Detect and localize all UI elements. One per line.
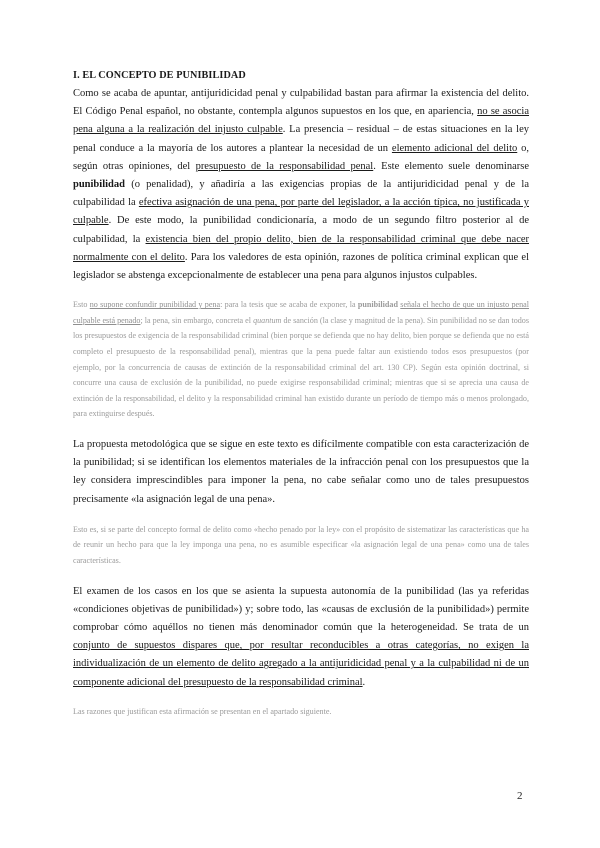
underlined-text: presupuesto de la responsabilidad penal xyxy=(195,160,374,172)
note-1 xyxy=(73,297,529,422)
text: . La presencia – residual – de estas situaciones en la ley penal conduce a la mayoría de los autores a plantear la necesidad de un xyxy=(73,124,529,154)
text: Como se acaba de apuntar, antijuridicidad penal y culpabilidad bastan para afirmar la existencia del delito. El Código Penal español, no obstante, contempla algunos supuestos en los que, en apariencia, xyxy=(73,88,529,118)
page-number: 2 xyxy=(517,790,523,802)
text: : para la tesis que se acaba de exponer, la xyxy=(220,300,358,310)
text: . Este elemento suele denominarse xyxy=(373,160,529,172)
note-3: Las razones que justifican esta afirmación se presentan en el apartado siguiente. xyxy=(73,706,332,716)
underlined-text: señala el hecho de que un injusto penal culpable está penado xyxy=(73,300,529,325)
bold-term: punibilidad xyxy=(357,300,398,310)
document-page xyxy=(73,70,529,719)
paragraph-1 xyxy=(73,85,529,285)
underlined-text: existencia bien del propio delito, bien de la responsabilidad criminal que debe nacer normalmente con el delito xyxy=(73,233,530,263)
text: El examen de los casos en los que se asienta la supuesta autonomía de la punibilidad (las ya referidas «condiciones objetivas de punibilidad») y; sobre todo, las «causas de exclusión de la punibilidad») permite comprobar cómo aquéllos no tienen más denominador común que la heterogeneidad. Se trata de un xyxy=(73,585,529,633)
paragraph-2: La propuesta metodológica que se sigue en este texto es difícilmente compatible con esta caracterización de la punibilidad; si se identifican los elementos materiales de la infracción penal con los presupuestos que la ley considera imprescindibles para imponer la pena, no cabe señalar como uno de tales presupuestos precisamente «la asignación legal de una pena». xyxy=(73,438,529,505)
italic-term: quantum xyxy=(253,315,282,325)
text: o, según otras opiniones, del xyxy=(73,142,529,172)
paragraph-3 xyxy=(73,583,529,692)
text: . De este modo, la punibilidad condicionaría, a modo de un segundo filtro posterior al de culpabilidad, la xyxy=(73,215,529,245)
underlined-text: elemento adicional del delito xyxy=(391,142,518,154)
underlined-text: conjunto de supuestos dispares que, por resultar reconducibles a otras categorías, no exigen la individualización de un elemento de delito agregado a la antijuridicidad penal y a la culpabilidad ni de un componente adicional del presupuesto de la responsabilidad criminal xyxy=(73,640,529,688)
text: Esto xyxy=(73,300,90,310)
text: de sanción (la clase y magnitud de la pena). Sin punibilidad no se dan todos los presupuestos de exigencia de la responsabilidad criminal (bien porque se defienda que no hay delito, bien porque se defienda que no está completo el presupuesto de la responsabilidad penal), mientras que la pena puede faltar aun existiendo todos esos presupuestos (por ejemplo, por la concurrencia de causas de extinción de la responsabilidad criminal del art. 130 CP). Según esta opinión doctrinal, si concurre una causa de exclusión de la punibilidad, no puede exigirse responsabilidad criminal; mientras que si se aprecia una causa de extinción de la responsabilidad, el delito y la responsabilidad criminal han existido durante un período de tiempo más o menos prolongado, para extinguirse después. xyxy=(73,315,529,419)
text: . xyxy=(362,676,366,688)
text: ; la pena, sin embargo, concreta el xyxy=(140,315,254,325)
section-heading: I. EL CONCEPTO DE PUNIBILIDAD xyxy=(73,70,246,81)
note-2: Esto es, si se parte del concepto formal de delito como «hecho penado por la ley» con el propósito de sistematizar las características que ha de reunir un hecho para que la ley imponga una pena, no es asumible especificar «la asignación legal de una pena» como una de tales características. xyxy=(73,524,529,565)
text: (o penalidad), y añadiría a las exigencias propias de la antijuridicidad penal y de la culpabilidad la xyxy=(73,179,529,209)
underlined-text: no se asocia pena alguna a la realización del injusto culpable xyxy=(73,106,529,136)
underlined-text: efectiva asignación de una pena, por parte del legislador, a la acción típica, no justificada y culpable xyxy=(73,197,529,227)
underlined-text: no supone confundir punibilidad y pena xyxy=(89,300,221,310)
text: . Para los valedores de esta opinión, razones de política criminal explican que el legislador se abstenga excepcionalmente de establecer una pena para algunos injustos culpables. xyxy=(73,251,529,282)
bold-term: punibilidad xyxy=(73,179,125,191)
